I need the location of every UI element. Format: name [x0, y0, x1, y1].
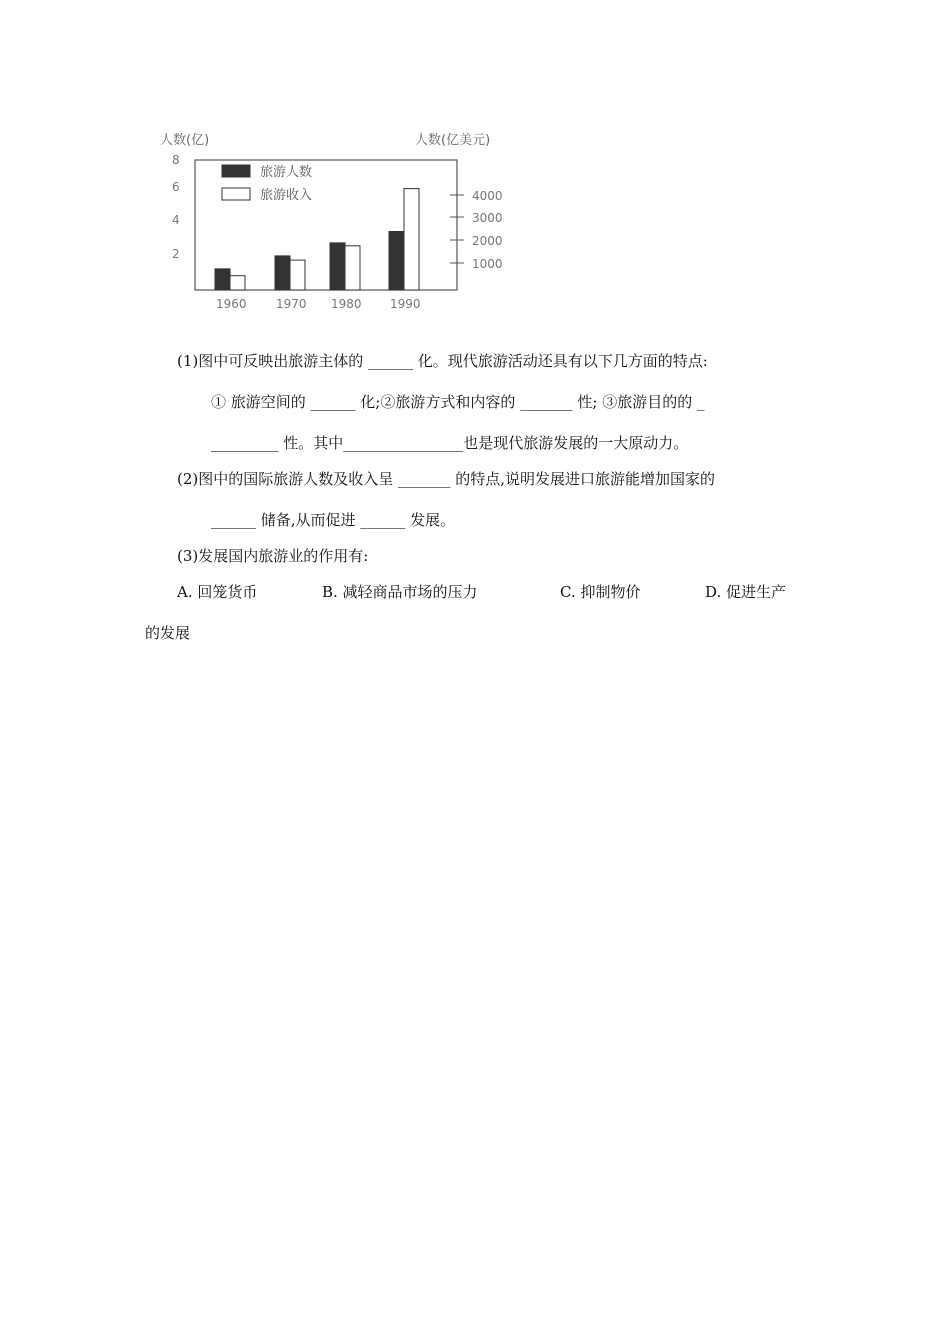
x-tick-labels: [216, 297, 421, 311]
q3-option-c: C. 抑制物价: [560, 583, 641, 601]
q3-option-a: A. 回笼货币: [177, 583, 258, 601]
x-tick-label: 1980: [331, 297, 362, 311]
right-axis-label: 人数(亿美元): [415, 133, 491, 148]
left-tick-label: 2: [172, 247, 180, 261]
legend-label-visitors: 旅游人数: [260, 165, 313, 180]
bars: [215, 189, 419, 290]
x-tick-label: 1970: [276, 297, 307, 311]
q3-option-b: B. 减轻商品市场的压力: [322, 583, 478, 601]
left-axis-label: 人数(亿): [160, 133, 210, 148]
tourism-bar-chart: [150, 125, 530, 320]
x-tick-label: 1990: [390, 297, 421, 311]
bar-visitors-1960: [215, 269, 230, 290]
chart-legend: [222, 164, 312, 203]
bar-income-1970: [290, 260, 305, 290]
x-tick-label: 1960: [216, 297, 247, 311]
bar-income-1990: [404, 189, 419, 290]
left-tick-label: 8: [172, 153, 180, 167]
bar-visitors-1980: [330, 243, 345, 290]
q1-line1: (1)图中可反映出旅游主体的 ______ 化。现代旅游活动还具有以下几方面的特点:: [177, 352, 708, 370]
right-tick-label: 2000: [472, 234, 503, 248]
legend-swatch-income: [222, 188, 250, 200]
q3-option-d: D. 促进生产: [705, 583, 787, 601]
right-ticks: [450, 189, 503, 271]
q2-line2: ______ 储备,从而促进 ______ 发展。: [211, 511, 456, 529]
legend-label-income: 旅游收入: [260, 188, 313, 203]
legend-swatch-visitors: [222, 165, 250, 177]
left-ticks: [172, 153, 180, 261]
left-tick-label: 6: [172, 180, 180, 194]
q3-title: (3)发展国内旅游业的作用有:: [177, 547, 369, 565]
bar-visitors-1970: [275, 256, 290, 290]
bar-income-1980: [345, 246, 360, 290]
q3-continuation: 的发展: [145, 624, 191, 642]
bar-visitors-1990: [389, 232, 404, 291]
q2-line1: (2)图中的国际旅游人数及收入呈 _______ 的特点,说明发展进口旅游能增加国家的: [177, 470, 716, 488]
right-tick-label: 4000: [472, 189, 503, 203]
q1-line2: ① 旅游空间的 ______ 化;②旅游方式和内容的 _______ 性; ③旅游目的的 _: [211, 393, 705, 411]
q1-line3: _________ 性。其中________________也是现代旅游发展的一大原动力。: [211, 434, 689, 452]
bar-income-1960: [230, 276, 245, 290]
right-tick-label: 1000: [472, 257, 503, 271]
right-tick-label: 3000: [472, 211, 503, 225]
left-tick-label: 4: [172, 213, 180, 227]
